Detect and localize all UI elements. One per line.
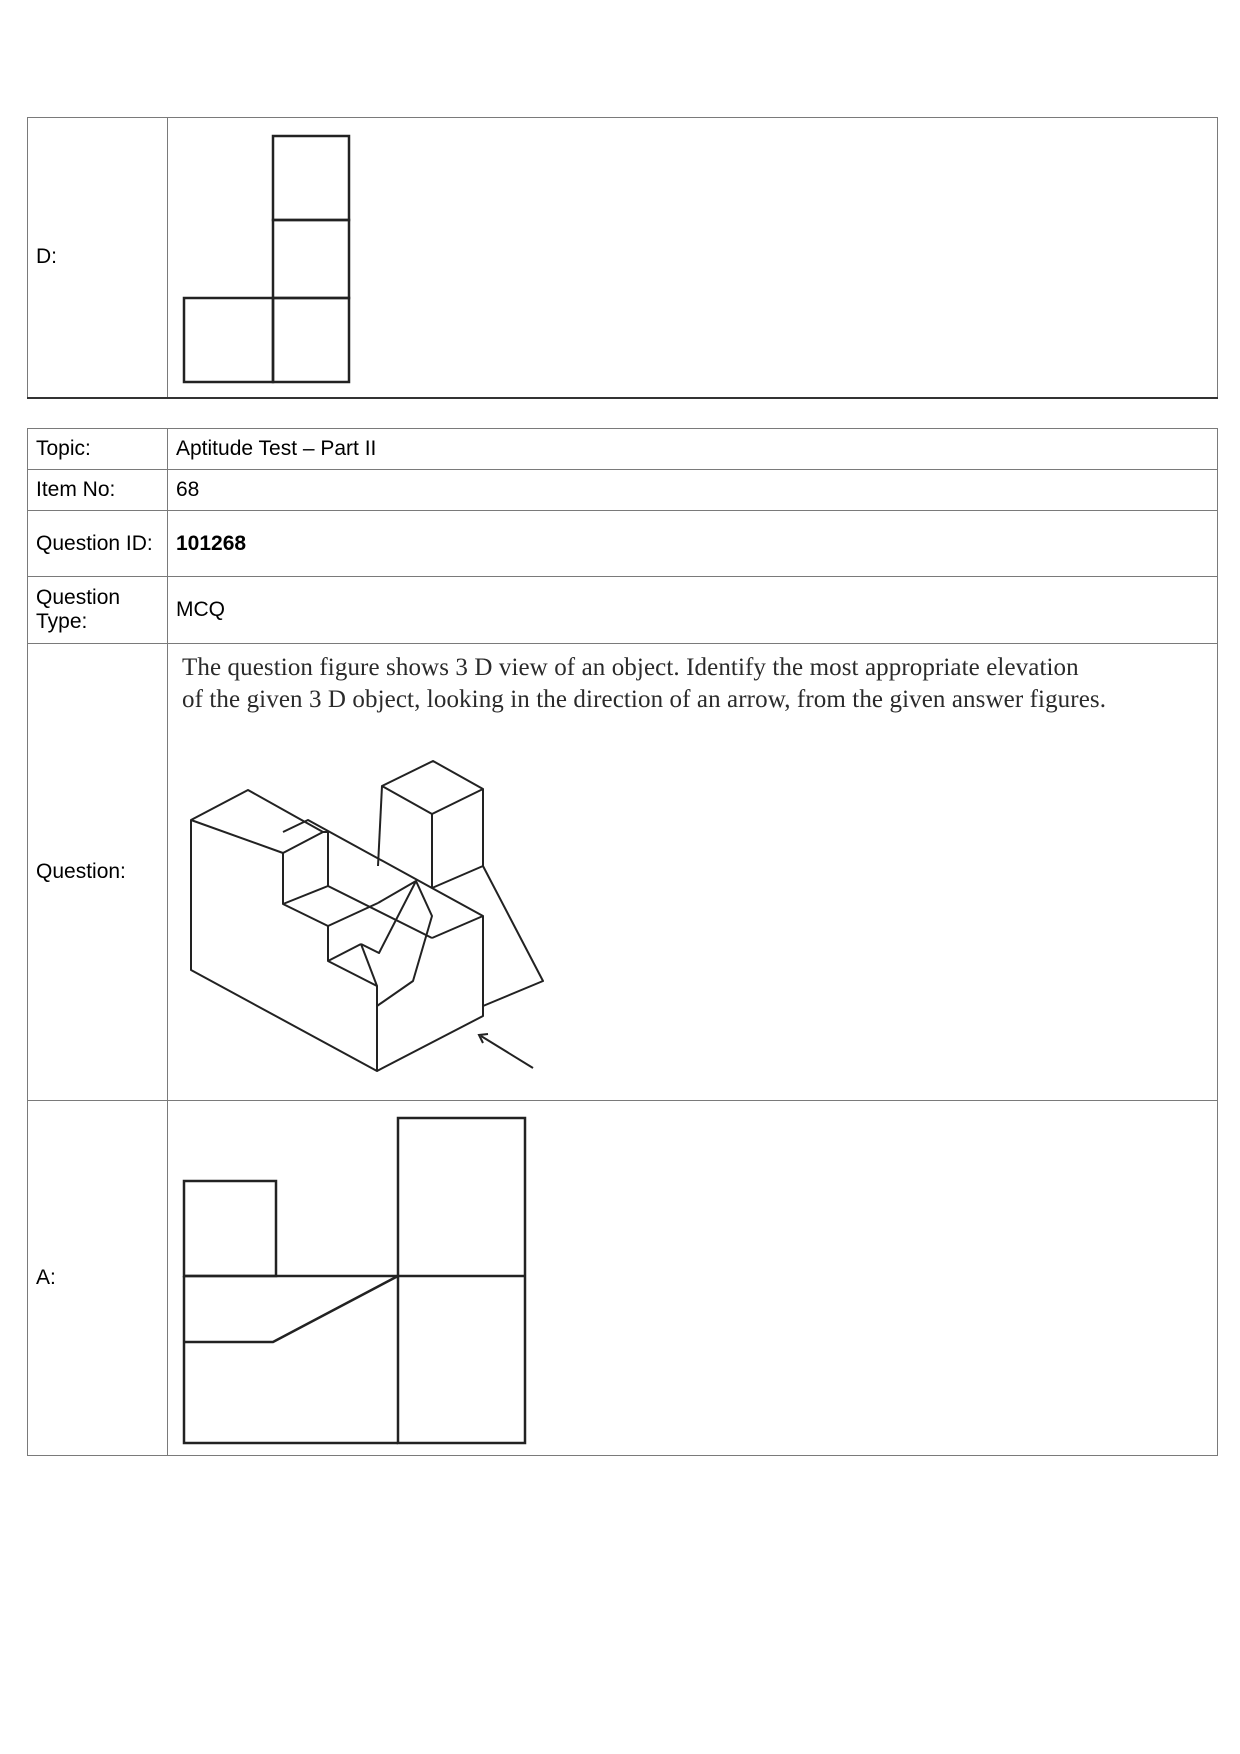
option-d-cell xyxy=(168,118,1218,398)
option-a-cell xyxy=(168,1101,1218,1456)
question-text-line-2: of the given 3 D object, looking in the direction of an arrow, from the given answer figures. xyxy=(182,686,1107,713)
question-cell xyxy=(168,644,1218,1101)
topic-row xyxy=(28,429,1218,470)
option-d-table xyxy=(27,117,1218,399)
topic-value: Aptitude Test – Part II xyxy=(168,429,1218,470)
option-d-square-bottom-left xyxy=(184,298,273,382)
tall-block-top-face xyxy=(382,761,483,814)
question-id-label: Question ID: xyxy=(28,511,168,577)
question-row xyxy=(28,644,1218,1101)
item-no-label: Item No: xyxy=(28,470,168,511)
isometric-object-figure xyxy=(168,716,1226,1096)
option-a-label: A: xyxy=(28,1101,168,1456)
option-d-figure xyxy=(168,118,1226,396)
option-a-row xyxy=(28,1101,1218,1456)
question-id-value: 101268 xyxy=(168,511,1218,577)
step-lower-tread xyxy=(328,944,361,961)
tall-block-right-edge xyxy=(432,789,483,888)
base-front-edge xyxy=(377,1006,483,1071)
support-face xyxy=(483,866,543,1006)
option-d-square-bottom-right xyxy=(273,298,349,382)
option-a-elevation-figure xyxy=(168,1102,1226,1455)
option-d-square-top xyxy=(273,136,349,220)
question-type-label: Question Type: xyxy=(28,577,168,644)
topic-label: Topic: xyxy=(28,429,168,470)
question-id-row xyxy=(28,511,1218,577)
step-upper-edge xyxy=(283,832,328,904)
question-text xyxy=(182,652,1207,716)
question-item-table xyxy=(27,428,1218,1456)
option-a-top-left-box xyxy=(184,1181,276,1276)
option-a-right-tall-box xyxy=(398,1118,525,1443)
question-type-row xyxy=(28,577,1218,644)
item-no-row xyxy=(28,470,1218,511)
step-profile xyxy=(283,853,377,1006)
question-text-line-1: The question figure shows 3 D view of an object. Identify the most appropriate elevation xyxy=(182,654,1079,681)
option-d-square-middle xyxy=(273,220,349,298)
option-d-label: D: xyxy=(28,118,168,398)
question-label: Question: xyxy=(28,644,168,1101)
option-a-slant-line xyxy=(184,1276,398,1342)
view-direction-arrow-icon xyxy=(479,1034,533,1068)
tall-block-left-edge xyxy=(378,786,382,866)
item-no-value: 68 xyxy=(168,470,1218,511)
option-a-main-outline xyxy=(184,1276,398,1443)
long-bar-front-edge xyxy=(328,886,432,938)
question-type-value: MCQ xyxy=(168,577,1218,644)
